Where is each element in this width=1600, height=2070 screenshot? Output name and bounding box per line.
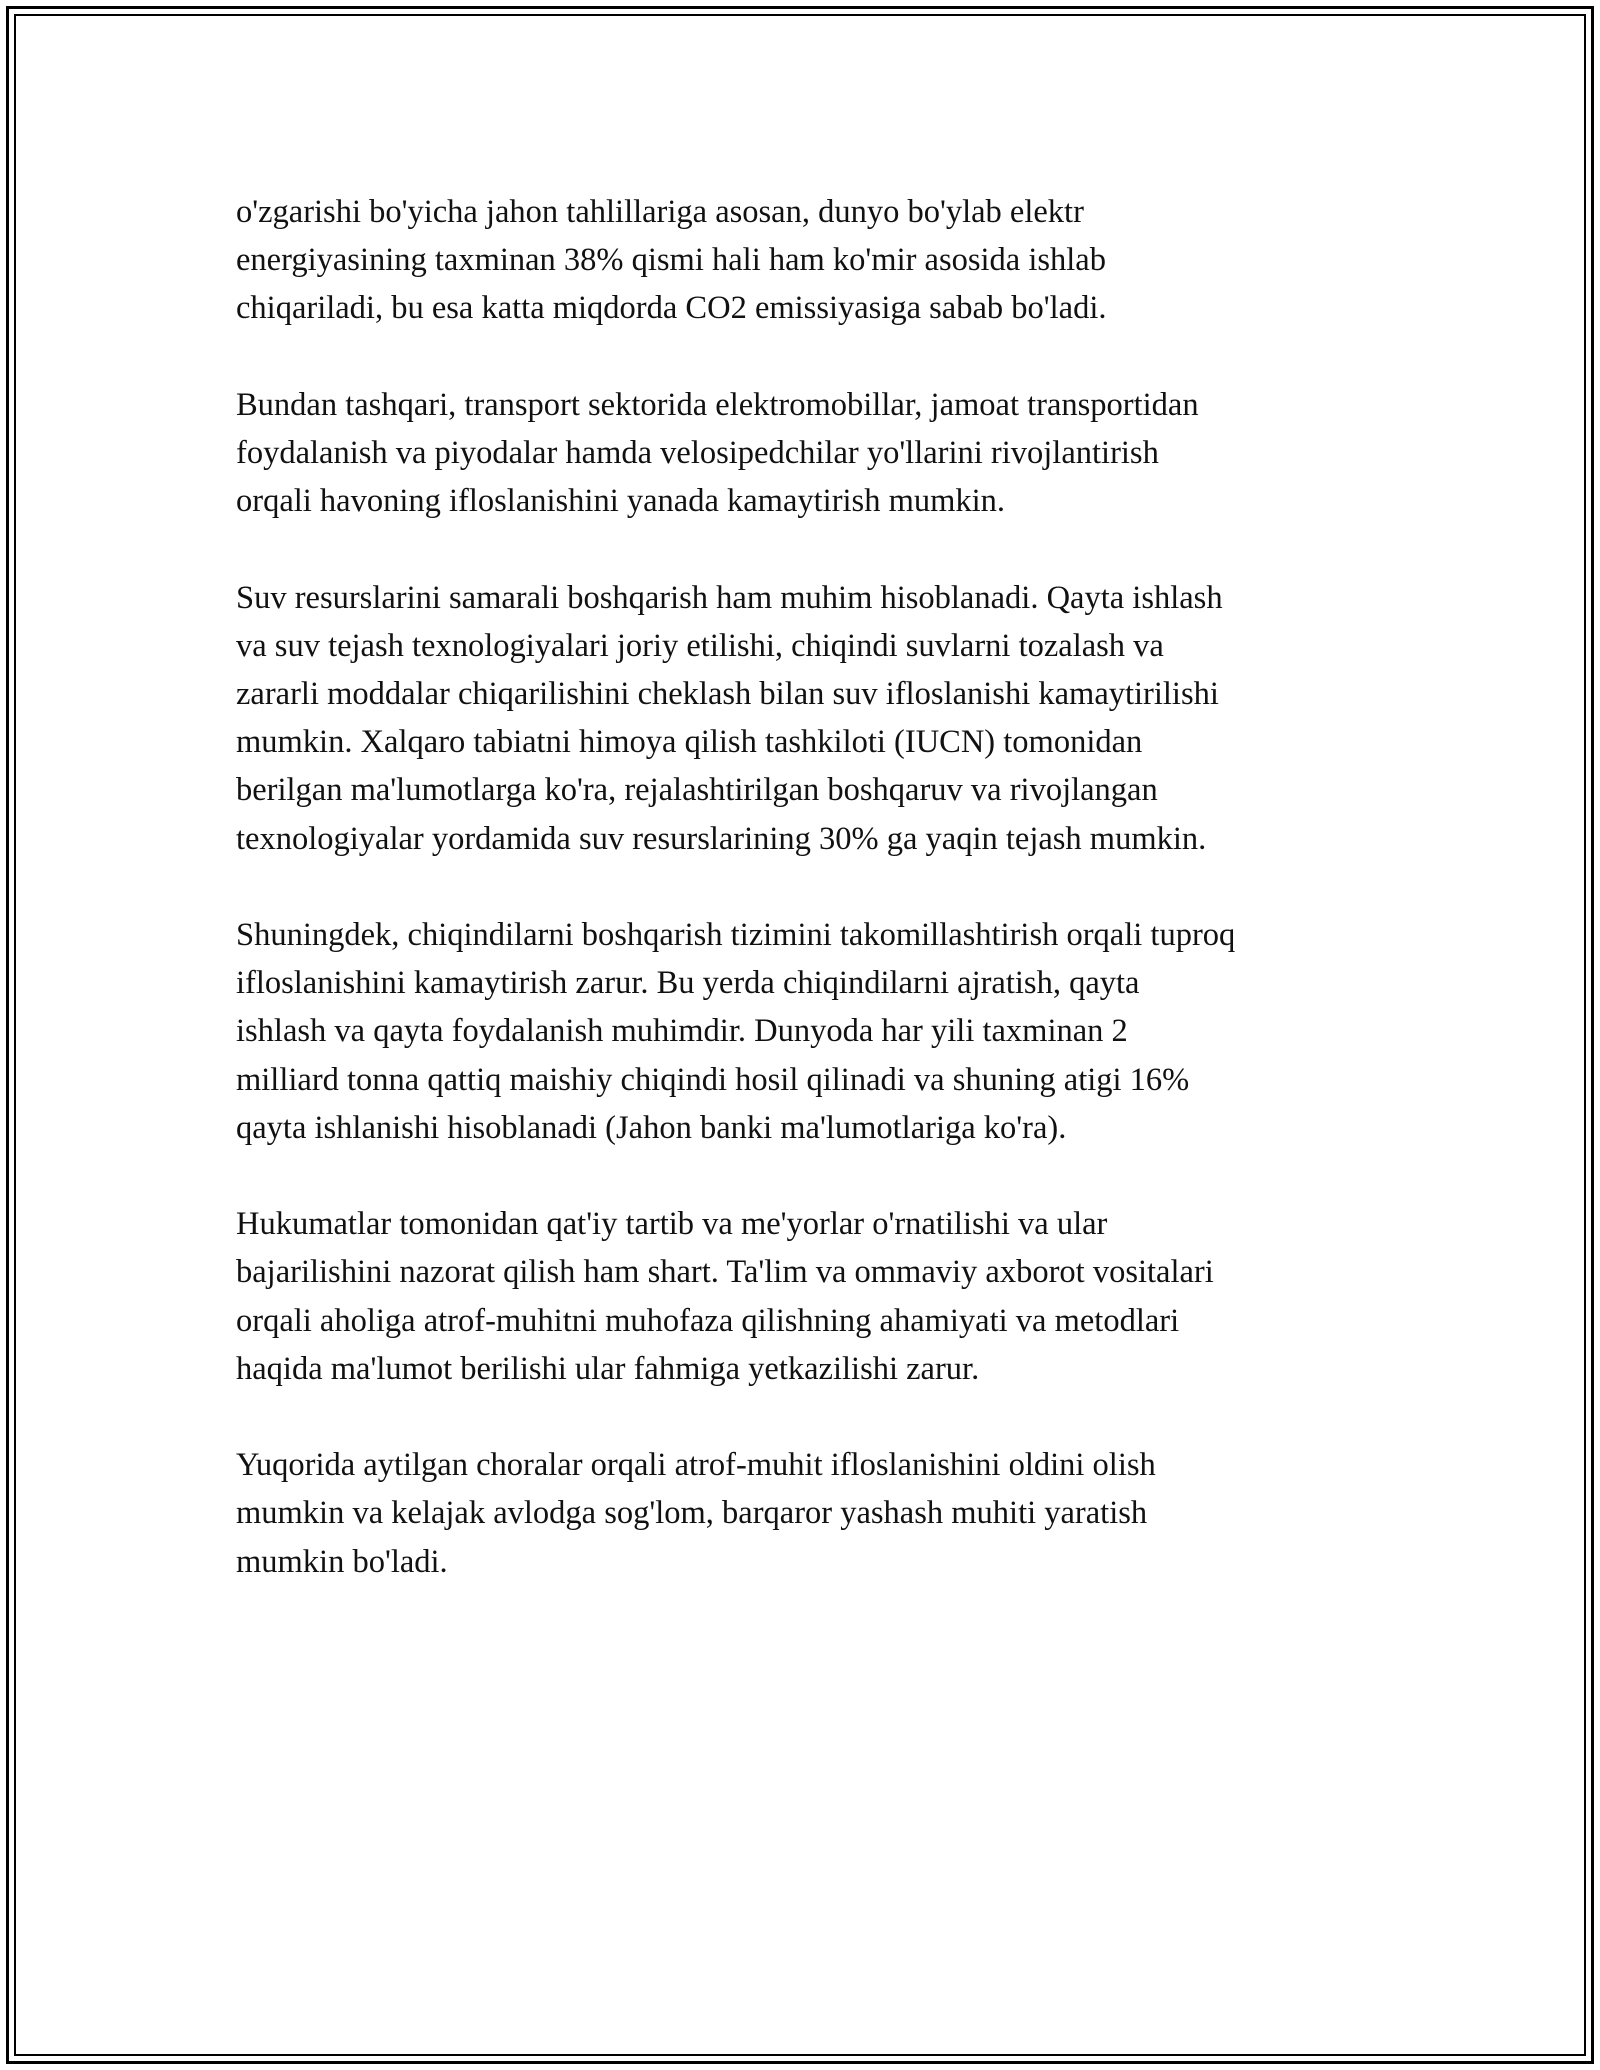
paragraph-transport: Bundan tashqari, transport sektorida elektromobillar, jamoat transportidan foydalanish va piyodalar hamda velosipedchilar yo'llarini rivojlantirish orqali havoning ifloslanishini yanada kamaytirish mumkin.	[236, 386, 1199, 520]
paragraph-coal-energy: o'zgarishi bo'yicha jahon tahlillariga asosan, dunyo bo'ylab elektr energiyasining taxminan 38% qismi hali ham ko'mir asosida ishlab chiqariladi, bu esa katta miqdorda CO2 emissiyasiga sabab bo'ladi.	[236, 194, 1107, 327]
document-body	[236, 188, 1396, 1634]
paragraph-conclusion: Yuqorida aytilgan choralar orqali atrof-muhit ifloslanishini oldini olish mumkin va kelajak avlodga sog'lom, barqaror yashash muhiti yaratish mumkin bo'ladi.	[236, 1447, 1156, 1580]
paragraph-waste-management: Shuningdek, chiqindilarni boshqarish tizimini takomillashtirish orqali tuproq ifloslanishini kamaytirish zarur. Bu yerda chiqindilarni ajratish, qayta ishlash va qayta foydalanish muhimdir. Dunyoda har yili taxminan 2 milliard tonna qattiq maishiy chiqindi hosil qilinadi va shuning atigi 16% qayta ishlanishi hisoblanadi (Jahon banki ma'lumotlariga ko'ra).	[236, 917, 1236, 1146]
paragraph-water-resources: Suv resurslarini samarali boshqarish ham muhim hisoblanadi. Qayta ishlash va suv tejash texnologiyalari joriy etilishi, chiqindi suvlarni tozalash va zararli moddalar chiqarilishini cheklash bilan suv ifloslanishi kamaytirilishi mumkin. Xalqaro tabiatni himoya qilish tashkiloti (IUCN) tomonidan berilgan ma'lumotlarga ko'ra, rejalashtirilgan boshqaruv va rivojlangan texnologiyalar yordamida suv resurslarining 30% ga yaqin tejash mumkin.	[236, 579, 1223, 857]
paragraph-government-education: Hukumatlar tomonidan qat'iy tartib va me'yorlar o'rnatilishi va ular bajarilishini nazorat qilish ham shart. Ta'lim va ommaviy axborot vositalari orqali aholiga atrof-muhitni muhofaza qilishning ahamiyati va metodlari haqida ma'lumot berilishi ular fahmiga yetkazilishi zarur.	[236, 1206, 1214, 1387]
